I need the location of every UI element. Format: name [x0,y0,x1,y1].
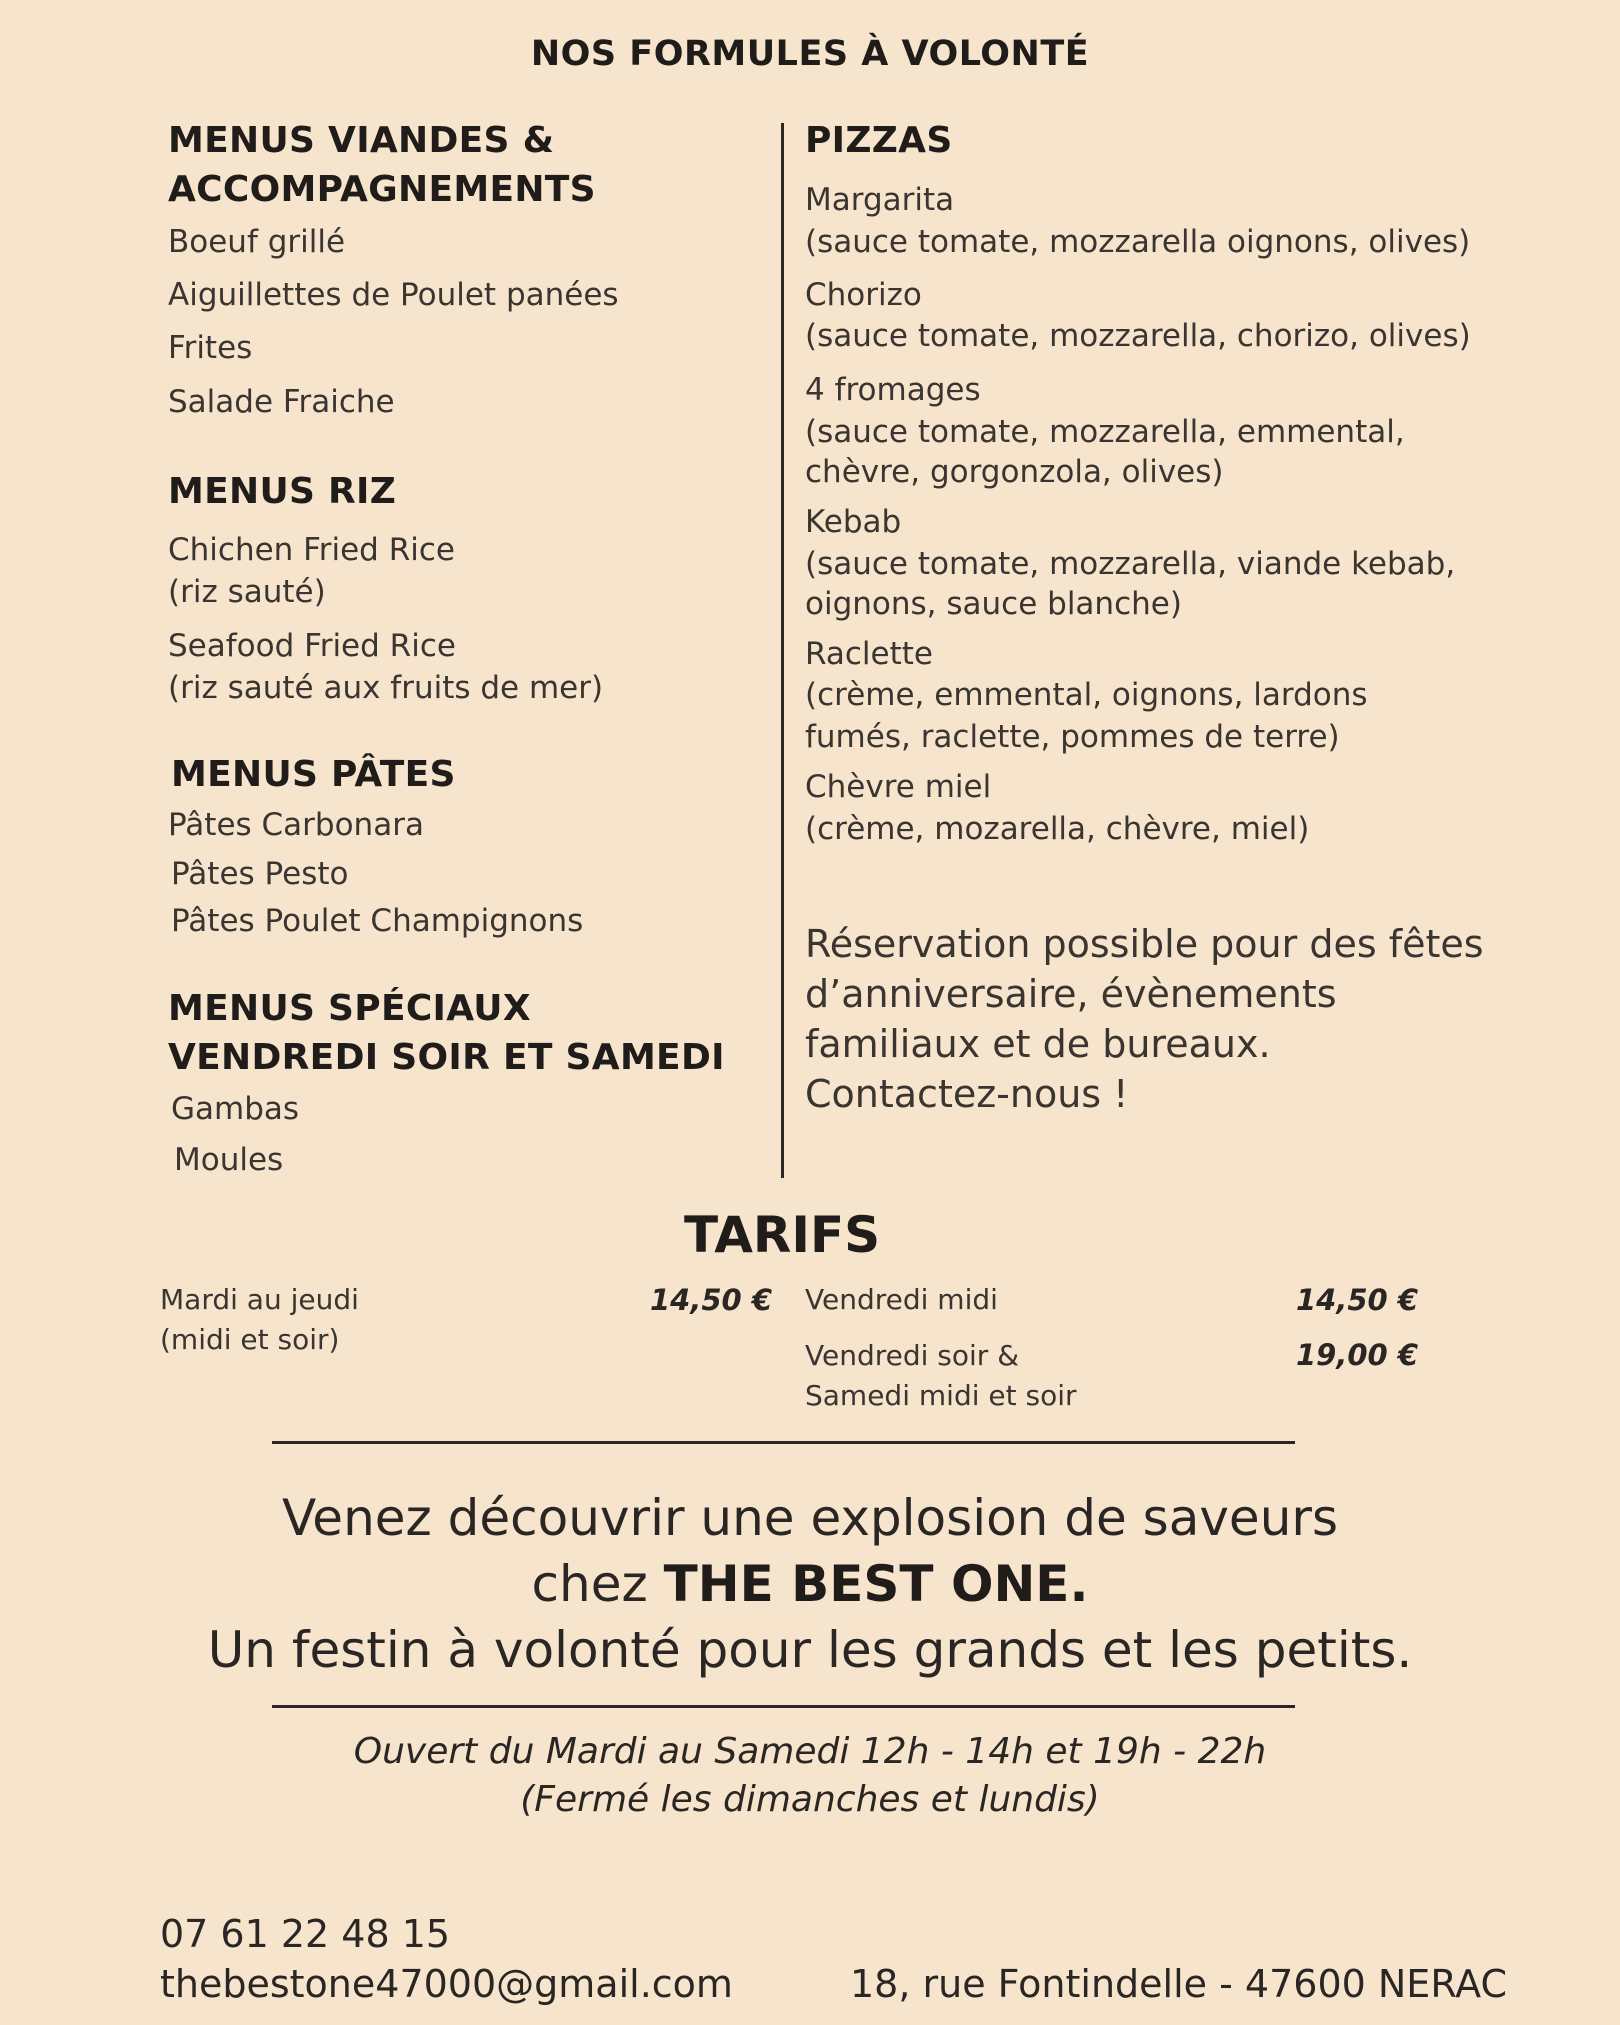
tarif-label-line: Mardi au jeudi [160,1283,359,1316]
slogan-line: Un festin à volonté pour les grands et les petits. [207,1621,1413,1679]
tarif-price: 14,50 € [1296,1283,1419,1317]
column-divider [781,123,784,1178]
menu-item-desc: (riz sauté aux fruits de mer) [168,670,604,706]
reservation-line: familiaux et de bureaux. [805,1022,1271,1066]
pizza-desc: oignons, sauce blanche) [805,586,1182,622]
tarif-label [805,1336,1077,1416]
section-title-line: MENUS SPÉCIAUX [168,988,531,1029]
tarif-price: 19,00 € [1296,1338,1419,1372]
divider [272,1441,1295,1444]
pizza-desc: (sauce tomate, mozzarella, viande kebab, [805,546,1456,582]
pizza-name: Chorizo [805,277,922,313]
menu-item: Chichen Fried Rice [168,532,455,568]
section-title-speciaux [168,984,725,1082]
tarif-label: Vendredi midi [805,1283,998,1316]
email-link[interactable]: thebestone47000@gmail.com [160,1962,733,2006]
pizza-name: Chèvre miel [805,769,992,805]
pizza-desc: (sauce tomate, mozzarella oignons, olives) [805,224,1471,260]
tarif-price: 14,50 € [650,1283,773,1317]
section-title-line: ACCOMPAGNEMENTS [168,169,596,210]
pizza-name: Margarita [805,182,955,218]
pizza-desc: chèvre, gorgonzola, olives) [805,454,1224,490]
section-title-riz: MENUS RIZ [168,471,397,512]
opening-hours [0,1728,1620,1824]
pizza-desc: fumés, raclette, pommes de terre) [805,719,1340,755]
menu-item: Seafood Fried Rice [168,628,456,664]
tarif-label-line: Vendredi soir & [805,1339,1020,1372]
address: 18, rue Fontindelle - 47600 NERAC [850,1962,1508,2006]
hours-line: (Fermé les dimanches et lundis) [520,1779,1100,1820]
section-title-pates: MENUS PÂTES [171,754,456,795]
reservation-line: d’anniversaire, évènements [805,972,1337,1016]
menu-item: Frites [168,330,253,366]
slogan-prefix: chez [531,1555,664,1613]
pizza-desc: (sauce tomate, mozzarella, emmental, [805,414,1405,450]
brand-name: THE BEST ONE. [663,1555,1089,1613]
slogan-line: Venez découvrir une explosion de saveurs [281,1489,1338,1547]
menu-item: Gambas [171,1091,300,1127]
tarif-label [160,1280,359,1360]
pizza-name: 4 fromages [805,372,981,408]
section-title-viandes [168,116,596,214]
menu-item: Boeuf grillé [168,224,346,260]
pizza-desc: (crème, mozarella, chèvre, miel) [805,811,1310,847]
hours-line: Ouvert du Mardi au Samedi 12h - 14h et 19h - 22h [353,1731,1267,1772]
menu-item: Pâtes Pesto [171,856,349,892]
pizza-name: Kebab [805,504,902,540]
page-title: NOS FORMULES À VOLONTÉ [530,34,1090,74]
menu-item: Pâtes Poulet Champignons [171,903,584,939]
tarif-label-line: Samedi midi et soir [805,1379,1077,1412]
menu-item: Aiguillettes de Poulet panées [168,277,619,313]
pizza-desc: (crème, emmental, oignons, lardons [805,677,1368,713]
reservation-note [805,919,1484,1119]
menu-item: Pâtes Carbonara [168,807,424,843]
pizza-name: Raclette [805,636,933,672]
tarifs-title: TARIFS [684,1206,881,1264]
tarif-label-line: (midi et soir) [160,1323,340,1356]
menu-item-desc: (riz sauté) [168,574,326,610]
menu-item: Salade Fraiche [168,384,395,420]
slogan [0,1485,1620,1683]
reservation-line: Réservation possible pour des fêtes [805,922,1484,966]
section-title-line: MENUS VIANDES & [168,120,555,161]
pizza-desc: (sauce tomate, mozzarella, chorizo, olives) [805,318,1471,354]
divider [272,1705,1295,1708]
reservation-line: Contactez-nous ! [805,1072,1129,1116]
slogan-line [0,1551,1620,1617]
menu-item: Moules [174,1142,284,1178]
phone-number[interactable]: 07 61 22 48 15 [160,1912,451,1956]
section-title-line: VENDREDI SOIR ET SAMEDI [168,1037,725,1078]
section-title-pizzas: PIZZAS [805,120,953,161]
